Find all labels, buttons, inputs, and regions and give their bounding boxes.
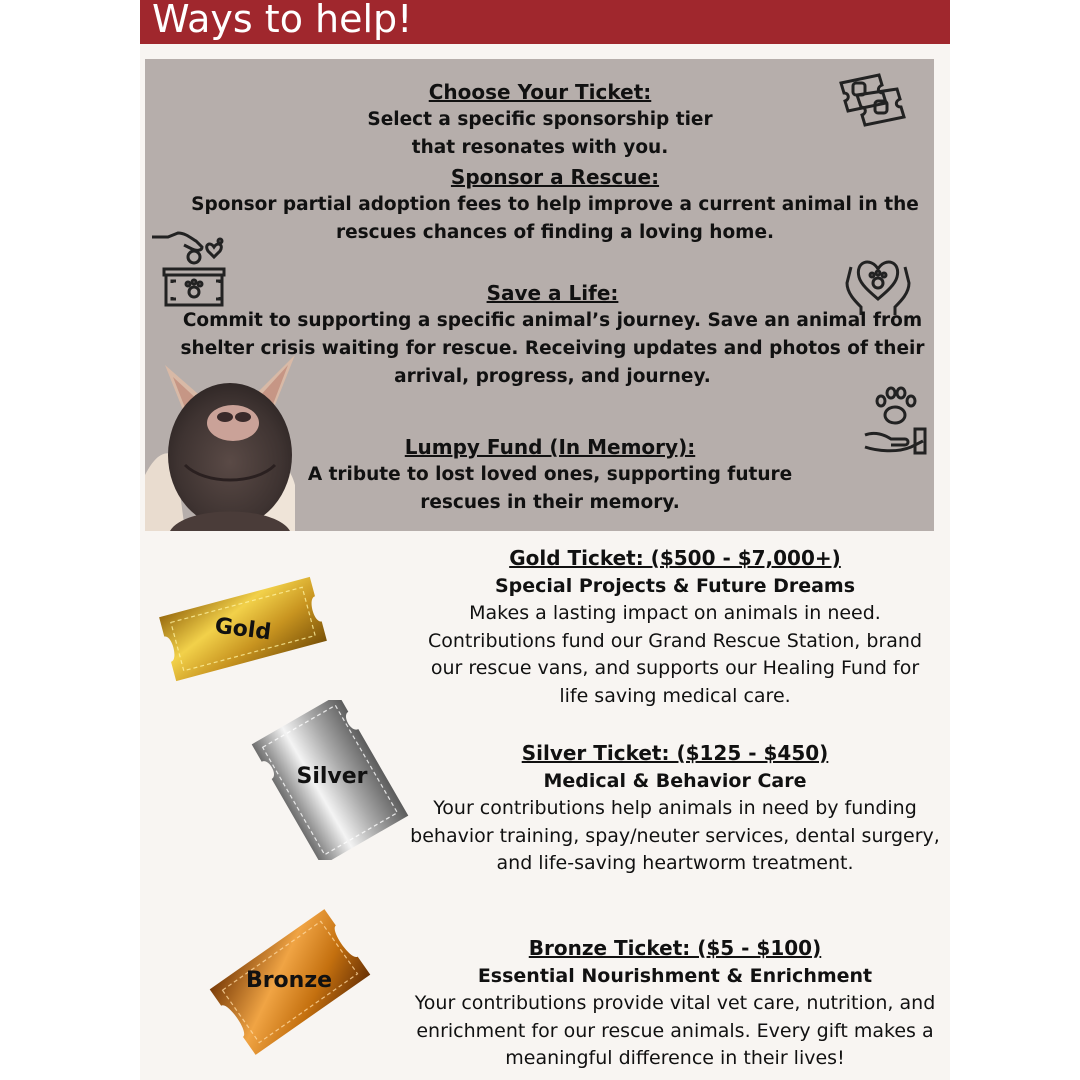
tier-bronze — [404, 934, 946, 1073]
help-item-heading: Choose Your Ticket: — [428, 80, 652, 104]
help-item-text: Sponsor partial adoption fees to help improve a current animal in the rescues chances of finding a loving home. — [191, 194, 919, 243]
tier-text: Your contributions provide vital vet care, nutrition, and enrichment for our rescue animals. Every gift makes a meaningful difference in their lives! — [414, 992, 936, 1069]
help-item-save-life — [175, 279, 930, 391]
tier-heading: Gold Ticket: ($500 - $7,000+) — [509, 546, 841, 570]
tier-heading: Bronze Ticket: ($5 - $100) — [528, 936, 822, 960]
tier-heading: Silver Ticket: ($125 - $450) — [521, 741, 829, 765]
tier-text: Makes a lasting impact on animals in need. Contributions fund our Grand Rescue Station, brand our rescue vans, and supports our Healing Fund for life saving medical care. — [427, 602, 923, 707]
tier-subheading: Essential Nourishment & Enrichment — [477, 965, 873, 987]
tier-text: Your contributions help animals in need by funding behavior training, spay/neuter services, dental surgery, and life-saving heartworm treatment. — [410, 797, 940, 874]
help-item-heading: Lumpy Fund (In Memory): — [404, 435, 696, 459]
bronze-ticket — [200, 900, 380, 1065]
ticket-label: Silver — [296, 763, 368, 789]
ticket-label: Bronze — [245, 968, 333, 993]
help-item-heading: Save a Life: — [486, 281, 619, 305]
header-banner — [140, 0, 950, 44]
ticket-label: Gold — [213, 613, 273, 645]
silver-ticket — [250, 700, 410, 860]
help-item-text: A tribute to lost loved ones, supporting future rescues in their memory. — [307, 464, 793, 513]
help-item-choose-ticket — [345, 78, 735, 162]
help-item-text: Commit to supporting a specific animal’s journey. Save an animal from shelter crisis waiting for rescue. Receiving updates and photos of their arrival, progress, and journey. — [180, 310, 925, 387]
page-title: Ways to help! — [152, 0, 413, 41]
help-item-sponsor-rescue — [185, 163, 925, 247]
tier-silver — [410, 739, 940, 878]
ways-to-help-panel — [145, 59, 934, 531]
tier-gold — [410, 544, 940, 710]
gold-ticket — [153, 568, 333, 690]
tier-subheading: Medical & Behavior Care — [543, 770, 807, 792]
paw-hand-icon — [861, 385, 929, 455]
tickets-icon — [835, 69, 911, 133]
tier-subheading: Special Projects & Future Dreams — [494, 575, 856, 597]
help-item-heading: Sponsor a Rescue: — [450, 165, 660, 189]
help-item-text: Select a specific sponsorship tier that resonates with you. — [367, 109, 713, 158]
help-item-lumpy-fund — [305, 433, 795, 517]
